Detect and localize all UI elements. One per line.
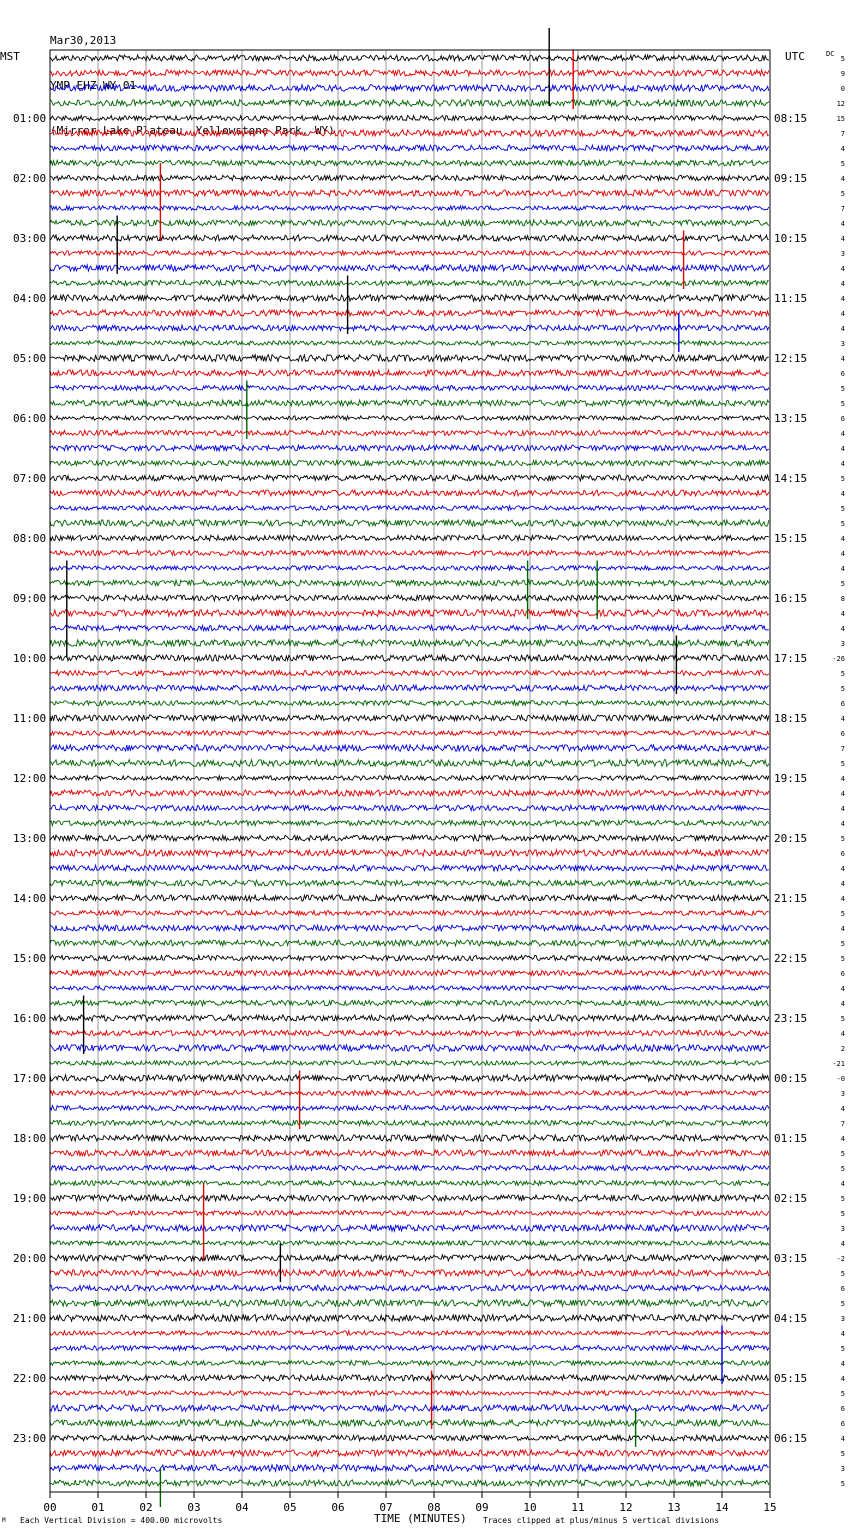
right-hour-label: 01:15 xyxy=(774,1132,808,1145)
dc-offset-label: 5 xyxy=(840,505,845,513)
trace-line xyxy=(50,1091,769,1096)
trace-line xyxy=(50,805,769,811)
dc-offset-label: 6 xyxy=(840,700,845,708)
left-timezone-label: MST xyxy=(0,50,20,63)
dc-offset-label: 6 xyxy=(840,970,845,978)
dc-offset-label: 5 xyxy=(840,835,845,843)
dc-offset-label: 5 xyxy=(840,55,845,63)
dc-offset-label: 4 xyxy=(840,535,845,543)
trace-line xyxy=(50,1480,769,1486)
trace-line xyxy=(50,1045,769,1052)
dc-offset-label: 4 xyxy=(840,550,845,558)
dc-offset-label: 4 xyxy=(840,295,845,303)
x-tick-label: 10 xyxy=(523,1501,537,1514)
left-hour-label: 14:00 xyxy=(13,892,47,905)
dc-offset-label: 4 xyxy=(840,625,845,633)
right-hour-label: 13:15 xyxy=(774,412,808,425)
trace-line xyxy=(50,295,769,302)
dc-offset-label: 5 xyxy=(840,475,845,483)
left-hour-label: 17:00 xyxy=(13,1072,47,1085)
x-tick-label: 05 xyxy=(283,1501,297,1514)
dc-offset-label: 6 xyxy=(840,370,845,378)
x-axis-title: TIME (MINUTES) xyxy=(374,1512,467,1525)
trace-line xyxy=(50,820,769,825)
dc-offset-label: 4 xyxy=(840,775,845,783)
dc-header-label: DC xyxy=(826,50,835,58)
seismic-traces xyxy=(50,55,769,1486)
trace-line xyxy=(50,1061,769,1065)
trace-line xyxy=(50,1150,769,1156)
trace-line xyxy=(50,670,769,675)
trace-line xyxy=(50,1361,769,1366)
dc-offset-label: 5 xyxy=(840,955,845,963)
left-hour-label: 23:00 xyxy=(13,1432,47,1445)
trace-line xyxy=(50,1285,769,1291)
trace-line xyxy=(50,416,769,421)
x-tick-label: 04 xyxy=(235,1501,249,1514)
corner-label: M xyxy=(2,1517,6,1524)
dc-offset-label: 4 xyxy=(840,1375,845,1383)
trace-line xyxy=(50,325,769,331)
trace-line xyxy=(50,1465,769,1472)
station-label: YMP EHZ WY 01 xyxy=(50,79,137,92)
trace-line xyxy=(50,1195,769,1201)
right-hour-label: 14:15 xyxy=(774,472,808,485)
trace-line xyxy=(50,850,769,857)
dc-offset-label: 3 xyxy=(840,1465,845,1473)
trace-line xyxy=(50,280,769,285)
trace-line xyxy=(50,1000,769,1005)
x-tick-label: 11 xyxy=(571,1501,585,1514)
trace-line xyxy=(50,1106,769,1111)
x-tick-label: 13 xyxy=(667,1501,681,1514)
left-hour-label: 09:00 xyxy=(13,592,47,605)
right-hour-label: 03:15 xyxy=(774,1252,808,1265)
trace-line xyxy=(50,206,769,210)
dc-offset-label: 7 xyxy=(840,745,845,753)
dc-offset-label: 5 xyxy=(840,160,845,168)
trace-line xyxy=(50,610,769,617)
dc-offset-label: 5 xyxy=(840,1300,845,1308)
x-axis-ticks xyxy=(43,1492,776,1514)
trace-line xyxy=(50,1420,769,1426)
trace-line xyxy=(50,1211,769,1216)
trace-line xyxy=(50,776,769,781)
dc-offset-label: 4 xyxy=(840,1180,845,1188)
dc-offset-label: 5 xyxy=(840,520,845,528)
trace-line xyxy=(50,1181,769,1186)
dc-offset-label: 5 xyxy=(840,760,845,768)
dc-offset-label: 4 xyxy=(840,1105,845,1113)
trace-line xyxy=(50,100,769,106)
dc-offset-label: 4 xyxy=(840,175,845,183)
trace-line xyxy=(50,625,769,631)
trace-line xyxy=(50,355,769,362)
trace-line xyxy=(50,986,769,990)
x-tick-label: 14 xyxy=(715,1501,729,1514)
dc-offset-label: 5 xyxy=(840,1165,845,1173)
dc-offset-label: 5 xyxy=(840,1150,845,1158)
trace-line xyxy=(50,925,769,931)
trace-line xyxy=(50,790,769,796)
right-hour-label: 23:15 xyxy=(774,1012,808,1025)
right-hour-label: 16:15 xyxy=(774,592,808,605)
x-tick-label: 06 xyxy=(331,1501,345,1514)
right-hour-label: 02:15 xyxy=(774,1192,808,1205)
dc-offset-label: 4 xyxy=(840,1000,845,1008)
right-hour-label: 00:15 xyxy=(774,1072,808,1085)
dc-offset-label: 5 xyxy=(840,385,845,393)
dc-offset-label: 3 xyxy=(840,1315,845,1323)
dc-offset-label: 4 xyxy=(840,1030,845,1038)
dc-offset-label: 7 xyxy=(840,130,845,138)
trace-line xyxy=(50,85,769,92)
dc-offset-label: 5 xyxy=(840,1450,845,1458)
trace-line xyxy=(50,400,769,406)
trace-line xyxy=(50,1435,769,1441)
trace-line xyxy=(50,55,769,61)
dc-offset-label: 4 xyxy=(840,610,845,618)
dc-offset-label: 3 xyxy=(840,340,845,348)
trace-line xyxy=(50,1331,769,1335)
trace-line xyxy=(50,1405,769,1411)
dc-offset-label: 6 xyxy=(840,415,845,423)
trace-line xyxy=(50,1166,769,1171)
right-hour-label: 17:15 xyxy=(774,652,808,665)
trace-line xyxy=(50,1135,769,1141)
trace-line xyxy=(50,865,769,871)
dc-offset-label: 0 xyxy=(840,85,845,93)
right-hour-label: 08:15 xyxy=(774,112,808,125)
dc-offset-label: 12 xyxy=(836,100,845,108)
dc-offset-label: 4 xyxy=(840,235,845,243)
dc-offset-label: 4 xyxy=(840,820,845,828)
dc-offset-label: 7 xyxy=(840,205,845,213)
dc-offset-label: 4 xyxy=(840,1435,845,1443)
trace-line xyxy=(50,1270,769,1277)
dc-offset-label: 6 xyxy=(840,1420,845,1428)
dc-offset-label: 5 xyxy=(840,1210,845,1218)
trace-line xyxy=(50,1241,769,1246)
trace-line xyxy=(50,835,769,841)
trace-line xyxy=(50,940,769,946)
left-hour-label: 12:00 xyxy=(13,772,47,785)
x-tick-label: 00 xyxy=(43,1501,57,1514)
trace-line xyxy=(50,1300,769,1307)
dc-offset-label: 4 xyxy=(840,985,845,993)
x-tick-label: 02 xyxy=(139,1501,153,1514)
trace-line xyxy=(50,145,769,151)
trace-line xyxy=(50,731,769,736)
dc-offset-label: 4 xyxy=(840,865,845,873)
trace-line xyxy=(50,520,769,526)
dc-offset-label: 4 xyxy=(840,880,845,888)
x-tick-label: 07 xyxy=(379,1501,393,1514)
left-hour-label: 04:00 xyxy=(13,292,47,305)
dc-offset-label: -21 xyxy=(832,1060,845,1068)
left-hour-label: 11:00 xyxy=(13,712,47,725)
dc-offset-label: 5 xyxy=(840,940,845,948)
dc-offset-label: 4 xyxy=(840,1240,845,1248)
trace-line xyxy=(50,880,769,886)
trace-line xyxy=(50,130,769,137)
left-hour-label: 20:00 xyxy=(13,1252,47,1265)
dc-offset-label: 4 xyxy=(840,895,845,903)
x-tick-label: 01 xyxy=(91,1501,105,1514)
dc-offset-label: 6 xyxy=(840,1405,845,1413)
trace-line xyxy=(50,760,769,767)
right-hour-label: 09:15 xyxy=(774,172,808,185)
trace-line xyxy=(50,310,769,316)
seismic-events xyxy=(67,28,722,1507)
x-tick-label: 09 xyxy=(475,1501,489,1514)
dc-offset-label: 5 xyxy=(840,1345,845,1353)
trace-line xyxy=(50,160,769,165)
trace-line xyxy=(50,386,769,391)
trace-line xyxy=(50,970,769,976)
left-hour-label: 16:00 xyxy=(13,1012,47,1025)
trace-line xyxy=(50,640,769,646)
dc-offset-label: 4 xyxy=(840,310,845,318)
left-hour-label: 05:00 xyxy=(13,352,47,365)
dc-offset-label: -0 xyxy=(836,1075,845,1083)
trace-line xyxy=(50,265,769,271)
trace-line xyxy=(50,116,769,121)
trace-line xyxy=(50,685,769,691)
left-hour-label: 13:00 xyxy=(13,832,47,845)
right-hour-label: 21:15 xyxy=(774,892,808,905)
dc-offset-label: 2 xyxy=(840,1045,845,1053)
dc-offset-labels xyxy=(832,55,845,1488)
dc-offset-label: 4 xyxy=(840,430,845,438)
dc-offset-label: 5 xyxy=(840,1270,845,1278)
dc-offset-label: 5 xyxy=(840,910,845,918)
trace-line xyxy=(50,1315,769,1322)
dc-offset-label: 4 xyxy=(840,1330,845,1338)
left-hour-label: 03:00 xyxy=(13,232,47,245)
trace-line xyxy=(50,701,769,706)
right-hour-label: 22:15 xyxy=(774,952,808,965)
right-hour-label: 12:15 xyxy=(774,352,808,365)
dc-offset-label: 4 xyxy=(840,145,845,153)
trace-line xyxy=(50,445,769,451)
trace-line xyxy=(50,490,769,496)
dc-offset-label: 6 xyxy=(840,730,845,738)
dc-offset-label: 4 xyxy=(840,790,845,798)
trace-line xyxy=(50,745,769,751)
right-hour-label: 18:15 xyxy=(774,712,808,725)
trace-line xyxy=(50,1030,769,1035)
dc-offset-label: 5 xyxy=(840,670,845,678)
dc-offset-label: 7 xyxy=(840,1120,845,1128)
left-hour-label: 15:00 xyxy=(13,952,47,965)
trace-line xyxy=(50,1120,769,1125)
right-hour-label: 04:15 xyxy=(774,1312,808,1325)
trace-line xyxy=(50,655,769,661)
vertical-division-label: Each Vertical Division = 400.00 microvolts xyxy=(20,1516,223,1525)
dc-offset-label: 15 xyxy=(836,115,845,123)
x-tick-label: 15 xyxy=(763,1501,777,1514)
trace-line xyxy=(50,370,769,376)
dc-offset-label: 5 xyxy=(840,400,845,408)
dc-offset-label: 4 xyxy=(840,715,845,723)
trace-line xyxy=(50,911,769,916)
left-hour-label: 22:00 xyxy=(13,1372,47,1385)
dc-offset-label: 5 xyxy=(840,685,845,693)
left-hour-label: 01:00 xyxy=(13,112,47,125)
trace-line xyxy=(50,475,769,481)
left-hour-label: 08:00 xyxy=(13,532,47,545)
trace-line xyxy=(50,341,769,345)
left-hour-label: 10:00 xyxy=(13,652,47,665)
dc-offset-label: 4 xyxy=(840,355,845,363)
clip-note-label: Traces clipped at plus/minus 5 vertical divisions xyxy=(483,1516,720,1525)
dc-offset-label: 4 xyxy=(840,265,845,273)
trace-line xyxy=(50,175,769,180)
trace-line xyxy=(50,566,769,571)
trace-line xyxy=(50,1391,769,1396)
dc-offset-label: 3 xyxy=(840,1225,845,1233)
right-hour-label: 05:15 xyxy=(774,1372,808,1385)
dc-offset-label: 5 xyxy=(840,1195,845,1203)
trace-line xyxy=(50,430,769,435)
dc-offset-label: 4 xyxy=(840,925,845,933)
trace-line xyxy=(50,1225,769,1231)
dc-offset-label: 6 xyxy=(840,850,845,858)
left-hour-label: 06:00 xyxy=(13,412,47,425)
dc-offset-label: 4 xyxy=(840,565,845,573)
trace-line xyxy=(50,1075,769,1082)
right-hour-label: 20:15 xyxy=(774,832,808,845)
right-hour-label: 11:15 xyxy=(774,292,808,305)
trace-line xyxy=(50,506,769,511)
trace-line xyxy=(50,1255,769,1261)
right-hour-label: 19:15 xyxy=(774,772,808,785)
dc-offset-label: 5 xyxy=(840,580,845,588)
trace-line xyxy=(50,715,769,721)
trace-line xyxy=(50,1015,769,1021)
right-hour-label: 10:15 xyxy=(774,232,808,245)
dc-offset-label: 5 xyxy=(840,190,845,198)
trace-line xyxy=(50,220,769,226)
dc-offset-label: 5 xyxy=(840,1480,845,1488)
dc-offset-label: -26 xyxy=(832,655,845,663)
dc-offset-label: 4 xyxy=(840,490,845,498)
left-hour-label: 19:00 xyxy=(13,1192,47,1205)
left-hour-label: 21:00 xyxy=(13,1312,47,1325)
trace-line xyxy=(50,550,769,555)
trace-line xyxy=(50,535,769,540)
trace-line xyxy=(50,895,769,901)
dc-offset-label: 9 xyxy=(840,70,845,78)
left-hour-label: 18:00 xyxy=(13,1132,47,1145)
right-hour-label: 06:15 xyxy=(774,1432,808,1445)
dc-offset-label: 4 xyxy=(840,220,845,228)
location-label: (Mirror Lake Plateau, Yellowstone Park, WY) xyxy=(50,124,335,137)
trace-line xyxy=(50,190,769,196)
trace-line xyxy=(50,595,769,601)
trace-line xyxy=(50,460,769,465)
left-hour-label: 07:00 xyxy=(13,472,47,485)
right-hour-label: 15:15 xyxy=(774,532,808,545)
dc-offset-label: 4 xyxy=(840,445,845,453)
dc-offset-label: 4 xyxy=(840,325,845,333)
date-label: Mar30,2013 xyxy=(50,34,117,47)
trace-line xyxy=(50,251,769,256)
trace-line xyxy=(50,235,769,241)
dc-offset-label: 5 xyxy=(840,1015,845,1023)
dc-offset-label: 3 xyxy=(840,640,845,648)
left-hour-label: 02:00 xyxy=(13,172,47,185)
dc-offset-label: 4 xyxy=(840,805,845,813)
dc-offset-label: 8 xyxy=(840,595,845,603)
trace-line xyxy=(50,1450,769,1456)
x-tick-label: 08 xyxy=(427,1501,441,1514)
left-time-labels xyxy=(13,112,46,1445)
trace-line xyxy=(50,955,769,960)
dc-offset-label: 4 xyxy=(840,460,845,468)
trace-line xyxy=(50,1346,769,1351)
trace-line xyxy=(50,1375,769,1381)
right-time-labels xyxy=(774,112,807,1445)
dc-offset-label: 4 xyxy=(840,280,845,288)
dc-offset-label: 6 xyxy=(840,1285,845,1293)
dc-offset-label: 3 xyxy=(840,250,845,258)
x-tick-label: 03 xyxy=(187,1501,201,1514)
dc-offset-label: 5 xyxy=(840,1390,845,1398)
right-timezone-label: UTC xyxy=(785,50,805,63)
dc-offset-label: 3 xyxy=(840,1090,845,1098)
trace-line xyxy=(50,70,769,76)
x-tick-label: 12 xyxy=(619,1501,633,1514)
dc-offset-label: 4 xyxy=(840,1135,845,1143)
dc-offset-label: 4 xyxy=(840,1360,845,1368)
trace-line xyxy=(50,580,769,586)
dc-offset-label: -2 xyxy=(836,1255,845,1263)
